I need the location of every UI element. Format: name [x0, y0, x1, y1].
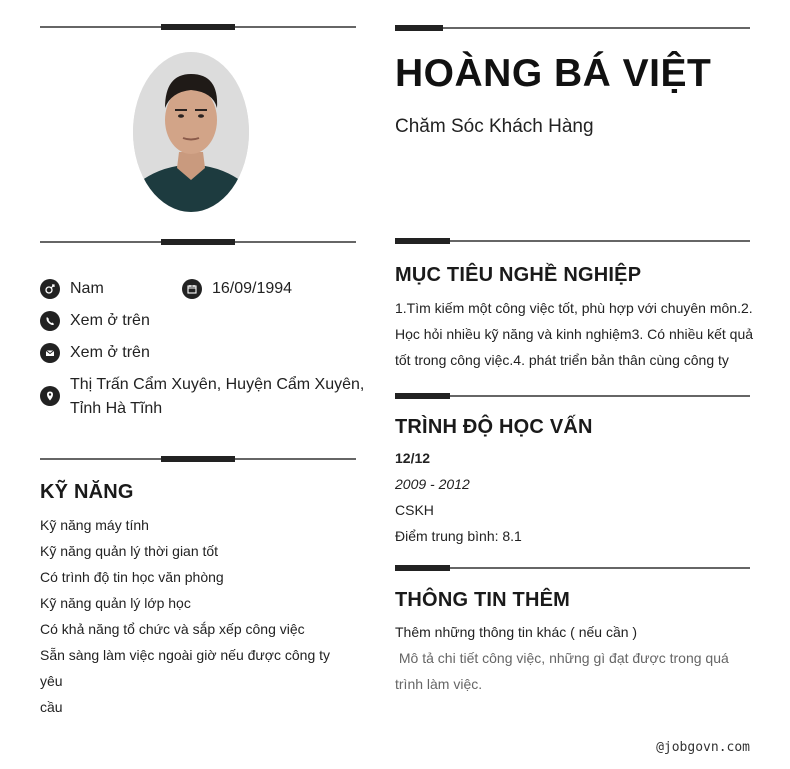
profile-photo — [133, 52, 249, 212]
additional-divider — [395, 565, 750, 571]
additional-line: Thêm những thông tin khác ( nếu cần ) — [395, 624, 638, 640]
objective-line: Học hỏi nhiều kỹ năng và kinh nghiệm3. Có nhiều kết quả — [395, 326, 754, 342]
email-text: Xem ở trên — [70, 344, 150, 361]
gender-icon — [40, 279, 60, 299]
additional-desc-line: trình làm việc. — [395, 676, 483, 692]
additional-text — [395, 619, 755, 697]
address-row — [40, 373, 364, 421]
objective-title: MỤC TIÊU NGHỀ NGHIỆP — [395, 264, 642, 286]
objective-text — [395, 295, 755, 373]
skill-item: cầu — [40, 699, 63, 715]
email-icon — [40, 343, 60, 363]
skill-item: Kỹ năng máy tính — [40, 517, 149, 533]
skill-item: Kỹ năng quản lý lớp học — [40, 595, 191, 611]
education-title: TRÌNH ĐỘ HỌC VẤN — [395, 416, 593, 438]
gender-row — [40, 277, 104, 301]
photo-top-divider — [40, 24, 356, 30]
photo-bottom-divider — [40, 239, 356, 245]
additional-title: THÔNG TIN THÊM — [395, 589, 571, 611]
additional-desc-line: Mô tả chi tiết công việc, những gì đạt được trong quá — [395, 650, 729, 666]
name-divider — [395, 25, 750, 31]
objective-line: tốt trong công việc.4. phát triển bản thân cùng công ty — [395, 352, 729, 368]
gender-text: Nam — [70, 280, 104, 297]
objective-line: 1.Tìm kiếm một công việc tốt, phù hợp với chuyên môn.2. — [395, 300, 753, 316]
phone-row — [40, 309, 150, 333]
skills-divider — [40, 456, 356, 462]
skills-title: KỸ NĂNG — [40, 481, 134, 503]
education-level: 12/12 — [395, 450, 431, 466]
location-pin-icon — [40, 386, 60, 406]
address-line1: Thị Trấn Cẩm Xuyên, Huyện Cẩm Xuyên, — [70, 376, 365, 393]
skill-item: Sẵn sàng làm việc ngoài giờ nếu được công ty yêu — [40, 647, 331, 689]
education-details — [395, 445, 750, 549]
phone-text: Xem ở trên — [70, 312, 150, 329]
education-period: 2009 - 2012 — [395, 476, 470, 492]
education-divider — [395, 393, 750, 399]
objective-divider — [395, 238, 750, 244]
birthday-text: 16/09/1994 — [212, 280, 293, 297]
candidate-role: Chăm Sóc Khách Hàng — [395, 116, 594, 137]
education-gpa: Điểm trung bình: 8.1 — [395, 528, 522, 544]
skill-item: Có trình độ tin học văn phòng — [40, 569, 224, 585]
skill-item: Kỹ năng quản lý thời gian tốt — [40, 543, 219, 559]
phone-icon — [40, 311, 60, 331]
email-row — [40, 341, 150, 365]
calendar-icon — [182, 279, 202, 299]
site-watermark: @jobgovn.com — [656, 740, 750, 755]
education-major: CSKH — [395, 502, 434, 518]
address-line2: Tỉnh Hà Tĩnh — [70, 400, 163, 417]
birthday-row — [182, 277, 292, 301]
skill-item: Có khả năng tổ chức và sắp xếp công việc — [40, 621, 305, 637]
candidate-name: HOÀNG BÁ VIỆT — [395, 52, 712, 95]
skills-list — [40, 512, 356, 720]
